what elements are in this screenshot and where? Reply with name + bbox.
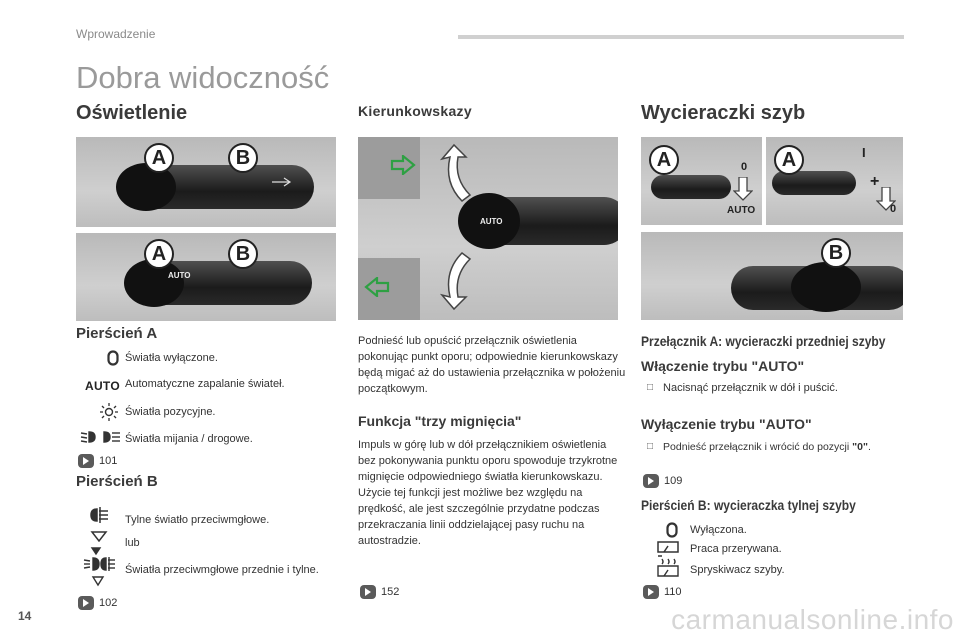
checkbox-bullet-icon: □ [647, 382, 654, 393]
section-header: Wprowadzenie [76, 27, 156, 41]
one-mark: I [862, 145, 866, 160]
auto-off-step [647, 441, 871, 453]
three-flash-ref-number: 152 [381, 586, 400, 598]
header-rule [458, 35, 904, 39]
parking-lights-icon [98, 403, 120, 426]
label-a: A [774, 145, 804, 175]
label-b: B [228, 239, 258, 269]
ring-a-page-ref[interactable] [78, 454, 117, 468]
switch-a-heading: Przełącznik A: wycieraczki przedniej szyby [641, 333, 886, 349]
rear-fog-light-icon [88, 506, 112, 547]
auto-off-text: Podnieść przełącznik i wrócić do pozycji [663, 441, 850, 453]
auto-on-step [647, 382, 838, 394]
indicator-stalk-photo [358, 137, 618, 320]
ring-a-ref-number: 101 [99, 455, 118, 467]
three-flash-page-ref[interactable] [360, 585, 399, 599]
indicators-heading: Kierunkowskazy [358, 103, 472, 119]
zero-mark: 0 [890, 203, 897, 215]
wiper-ring-b-item-intermittent: Praca przerywana. [690, 543, 782, 555]
left-indicator-arrow-icon [364, 277, 390, 297]
ring-b-page-ref[interactable] [78, 596, 117, 610]
auto-on-text: Nacisnąć przełącznik w dół i puścić. [663, 382, 838, 394]
page-link-icon [78, 596, 94, 610]
ring-b-item-rear-fog: Tylne światło przeciwmgłowe. [125, 514, 270, 526]
lighting-stalk-photo-top [76, 137, 336, 227]
right-indicator-arrow-icon [390, 155, 416, 175]
page-number: 14 [18, 609, 32, 623]
page-link-icon [360, 585, 376, 599]
ring-b-item-front-rear-fog: Światła przeciwmgłowe przednie i tylne. [125, 564, 319, 576]
zero-mark: 0 [741, 161, 748, 173]
ring-b-item-or: lub [125, 537, 140, 549]
wiper-stalk-photo-auto-on [641, 137, 762, 225]
auto-off-text-end: . [867, 441, 871, 453]
dipped-main-beam-icon [80, 430, 122, 449]
auto-off-heading: Wyłączenie trybu "AUTO" [641, 416, 812, 432]
label-a: A [144, 239, 174, 269]
switch-a-page-ref[interactable] [643, 474, 682, 488]
auto-mark: AUTO [168, 271, 191, 280]
checkbox-bullet-icon: □ [647, 441, 654, 452]
ring-a-item-auto: Automatyczne zapalanie świateł. [125, 378, 285, 390]
page-title: Dobra widoczność [76, 60, 330, 95]
front-rear-fog-lights-icon [82, 547, 118, 592]
washer-icon [656, 558, 680, 585]
label-a: A [144, 143, 174, 173]
three-flash-heading: Funkcja "trzy mignięcia" [358, 413, 522, 429]
wiper-ring-b-item-off: Wyłączona. [690, 524, 747, 536]
lighting-heading: Oświetlenie [76, 102, 188, 124]
indicators-description: Podnieść lub opuścić przełącznik oświetlenia pokonując punkt oporu; odpowiednie kierunkowskazy będą migać aż do ustawienia przełącznika w położeniu początkowym. [358, 335, 626, 395]
plus-mark: + [870, 173, 880, 190]
auto-on-heading: Włączenie trybu "AUTO" [641, 358, 805, 374]
label-a: A [649, 145, 679, 175]
auto-mark: AUTO [480, 217, 503, 226]
lighting-stalk-photo-bottom [76, 233, 336, 321]
ring-b-heading: Pierścień B [76, 473, 158, 490]
label-b: B [228, 143, 258, 173]
page-link-icon [78, 454, 94, 468]
wiper-stalk-photo-auto-off [766, 137, 903, 225]
page-link-icon [643, 585, 659, 599]
auto-mark: AUTO [727, 205, 756, 216]
three-flash-text: Impuls w górę lub w dół przełącznikiem oświetlenia bez pokonywania punktu oporu spowoduje trzykrotne mignięcie odpowiedniego światła kierunkowskazu. Użycie tej funkcji jest możliwe bez względu na prędkość, ale jest szczególnie przydatne podczas przekraczania linii oddzielającej pasy ruchu na autostradzie. [358, 439, 618, 547]
auto-text-icon: AUTO [85, 379, 120, 393]
wiper-stalk-photo-ring-b [641, 232, 903, 320]
ring-a-heading: Pierścień A [76, 325, 158, 342]
page-link-icon [643, 474, 659, 488]
watermark: carmanualsonline.info [671, 604, 954, 635]
wipers-heading: Wycieraczki szyb [641, 102, 806, 124]
ring-a-item-off: Światła wyłączone. [125, 352, 218, 364]
ring-a-item-beams: Światła mijania / drogowe. [125, 433, 253, 445]
wiper-ring-b-page-ref[interactable] [643, 585, 682, 599]
ring-a-item-parking: Światła pozycyjne. [125, 406, 216, 418]
auto-off-position: "0" [852, 441, 868, 453]
label-b: B [821, 238, 851, 268]
ring-b-ref-number: 102 [99, 597, 118, 609]
wiper-ring-b-ref-number: 110 [664, 586, 682, 598]
wiper-ring-b-heading: Pierścień B: wycieraczka tylnej szyby [641, 497, 856, 513]
switch-a-ref-number: 109 [664, 475, 683, 487]
wiper-ring-b-item-washer: Spryskiwacz szyby. [690, 564, 785, 576]
zero-symbol-icon [107, 350, 119, 371]
